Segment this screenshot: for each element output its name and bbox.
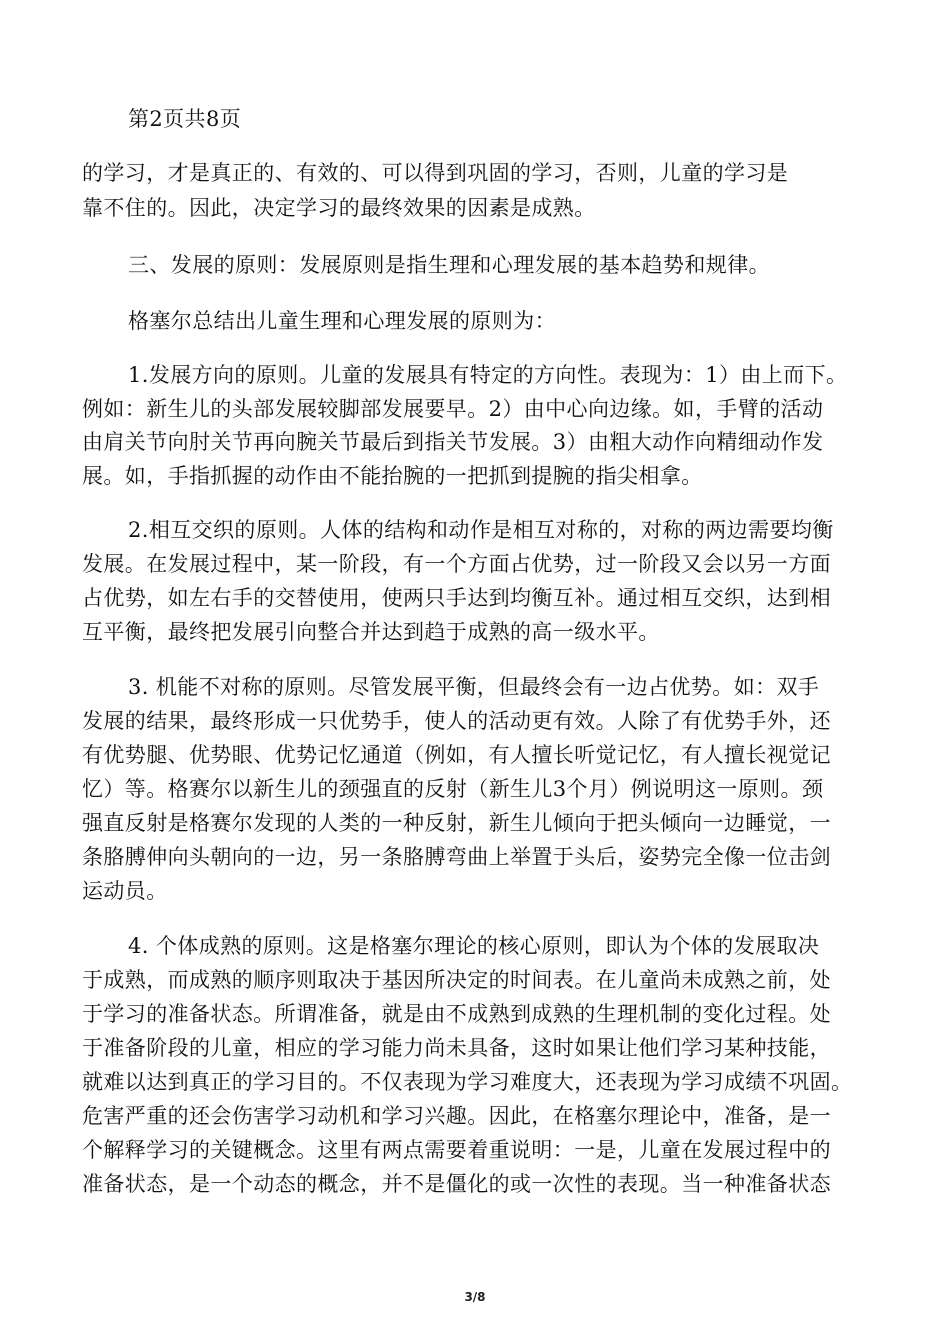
paragraph-6-line-3: 有优势腿、优势眼、优势记忆通道（例如，有人擅长听觉记忆，有人擅长视觉记 [82,743,831,767]
paragraph-1-line-2: 靠不住的。因此，决定学习的最终效果的因素是成熟。 [82,196,596,220]
paragraph-6-line-1: 3. 机能不对称的原则。尽管发展平衡，但最终会有一边占优势。如：双手 [128,675,820,699]
paragraph-1-line-1: 的学习，才是真正的、有效的、可以得到巩固的学习，否则，儿童的学习是 [82,161,789,185]
paragraph-3-line-1: 格塞尔总结出儿童生理和心理发展的原则为： [128,309,556,333]
paragraph-7-line-8: 准备状态，是一个动态的概念，并不是僵化的或一次性的表现。当一种准备状态 [82,1172,831,1196]
paragraph-5-line-1: 2.相互交织的原则。人体的结构和动作是相互对称的，对称的两边需要均衡 [128,518,834,542]
paragraph-6-line-4: 忆）等。格赛尔以新生儿的颈强直的反射（新生儿3个月）例说明这一原则。颈 [82,777,824,801]
paragraph-4-line-3: 由肩关节向肘关节再向腕关节最后到指关节发展。3）由粗大动作向精细动作发 [82,430,824,454]
paragraph-6-line-7: 运动员。 [82,879,168,903]
paragraph-4-line-2: 例如：新生儿的头部发展较脚部发展要早。2）由中心向边缘。如，手臂的活动 [82,397,824,421]
paragraph-4-line-4: 展。如，手指抓握的动作由不能抬腕的一把抓到提腕的指尖相拿。 [82,464,703,488]
paragraph-7-line-7: 个解释学习的关键概念。这里有两点需要着重说明：一是，儿童在发展过程中的 [82,1138,831,1162]
paragraph-7-line-1: 4. 个体成熟的原则。这是格塞尔理论的核心原则，即认为个体的发展取决 [128,934,820,958]
paragraph-7-line-6: 危害严重的还会伤害学习动机和学习兴趣。因此，在格塞尔理论中，准备，是一 [82,1104,831,1128]
paragraph-7-line-3: 于学习的准备状态。所谓准备，就是由不成熟到成熟的生理机制的变化过程。处 [82,1002,831,1026]
paragraph-7-line-4: 于准备阶段的儿童，相应的学习能力尚未具备，这时如果让他们学习某种技能， [82,1036,831,1060]
paragraph-6-line-6: 条胳膊伸向头朝向的一边，另一条胳膊弯曲上举置于头后，姿势完全像一位击剑 [82,845,831,869]
page-header: 第2页共8页 [128,107,242,131]
paragraph-4-line-1: 1.发展方向的原则。儿童的发展具有特定的方向性。表现为：1）由上而下。 [128,363,848,387]
paragraph-5-line-2: 发展。在发展过程中，某一阶段，有一个方面占优势，过一阶段又会以另一方面 [82,552,831,576]
paragraph-7-line-5: 就难以达到真正的学习目的。不仅表现为学习难度大，还表现为学习成绩不巩固。 [82,1070,853,1094]
paragraph-5-line-3: 占优势，如左右手的交替使用，使两只手达到均衡互补。通过相互交织，达到相 [82,586,831,610]
paragraph-6-line-2: 发展的结果，最终形成一只优势手，使人的活动更有效。人除了有优势手外，还 [82,709,831,733]
paragraph-2-line-1: 三、发展的原则：发展原则是指生理和心理发展的基本趋势和规律。 [128,253,770,277]
page-number: 3/8 [464,1290,486,1304]
paragraph-5-line-4: 互平衡，最终把发展引向整合并达到趋于成熟的高一级水平。 [82,620,660,644]
paragraph-7-line-2: 于成熟，而成熟的顺序则取决于基因所决定的时间表。在儿童尚未成熟之前，处 [82,968,831,992]
paragraph-6-line-5: 强直反射是格赛尔发现的人类的一种反射，新生儿倾向于把头倾向一边睡觉，一 [82,811,831,835]
